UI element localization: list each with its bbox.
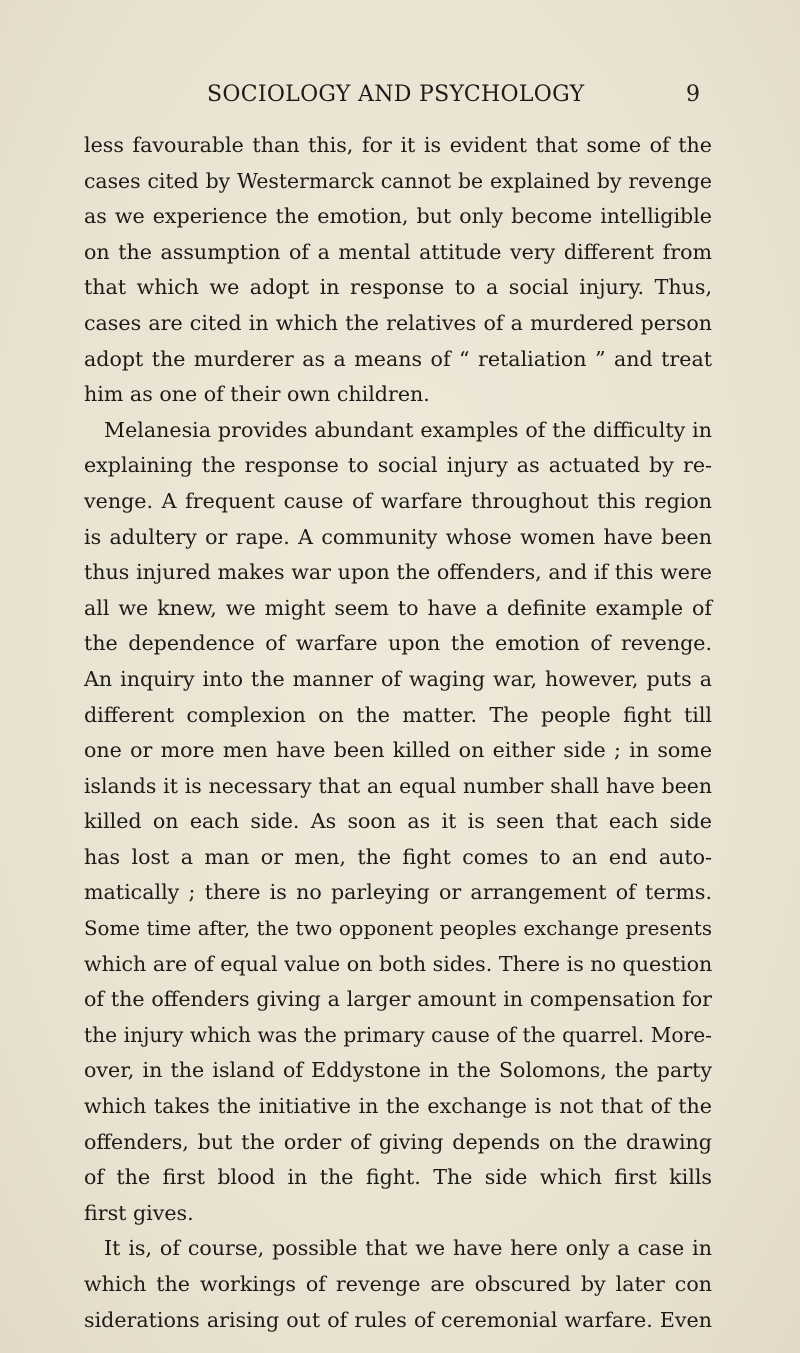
text-line: the injury which was the primary cause of the quarrel. More- [84, 1022, 712, 1047]
text-line: killed on each side. As soon as it is seen that each side [84, 809, 712, 834]
text-line: islands it is necessary that an equal number shall have been [84, 773, 712, 798]
text-line: all we knew, we might seem to have a definite example of [84, 595, 712, 620]
text-line: thus injured makes war upon the offenders, and if this were [84, 560, 712, 585]
text-line: of the first blood in the fight. The side which first kills [84, 1165, 712, 1190]
body-text [84, 128, 712, 1338]
text-line: of the offenders giving a larger amount in compensation for [84, 987, 712, 1012]
page-number: 9 [686, 82, 700, 107]
text-line: which takes the initiative in the exchange is not that of the [84, 1094, 712, 1119]
text-line: which are of equal value on both sides. There is no question [84, 951, 713, 976]
text-line: explaining the response to social injury as actuated by re- [84, 453, 712, 478]
text-line: first gives. [84, 1200, 194, 1225]
text-line: one or more men have been killed on either side ; in some [84, 738, 712, 763]
text-line: Some time after, the two opponent peoples exchange presents [84, 917, 712, 941]
running-head [0, 78, 800, 112]
text-line: that which we adopt in response to a social injury. Thus, [84, 275, 712, 300]
text-line: siderations arising out of rules of ceremonial warfare. Even [84, 1307, 712, 1332]
text-line: on the assumption of a mental attitude very different from [84, 239, 712, 264]
text-line: An inquiry into the manner of waging war, however, puts a [84, 666, 712, 691]
running-title: SOCIOLOGY AND PSYCHOLOGY [207, 82, 585, 107]
text-line: adopt the murderer as a means of “ retaliation ” and treat [84, 346, 712, 371]
text-line: less favourable than this, for it is evident that some of the [84, 133, 712, 157]
text-line: different complexion on the matter. The people fight till [84, 702, 712, 727]
text-line: matically ; there is no parleying or arrangement of terms. [84, 880, 712, 905]
text-line: is adultery or rape. A community whose women have been [84, 524, 712, 549]
text-line: over, in the island of Eddystone in the Solomons, the party [84, 1058, 712, 1083]
text-line: the dependence of warfare upon the emotion of revenge. [84, 631, 712, 656]
text-line: him as one of their own children. [84, 382, 430, 407]
text-line: It is, of course, possible that we have here only a case in [104, 1236, 712, 1261]
text-line: venge. A frequent cause of warfare throughout this region [84, 488, 712, 513]
text-line: cases are cited in which the relatives of a murdered person [84, 310, 712, 335]
text-line: offenders, but the order of giving depends on the drawing [84, 1129, 712, 1154]
text-line: as we experience the emotion, but only become intelligible [84, 204, 712, 229]
text-line: Melanesia provides abundant examples of the difficulty in [104, 417, 712, 442]
text-line: cases cited by Westermarck cannot be explained by revenge [84, 168, 712, 193]
text-line: has lost a man or men, the fight comes to an end auto- [84, 844, 712, 869]
text-line: which the workings of revenge are obscured by later con [84, 1272, 712, 1296]
